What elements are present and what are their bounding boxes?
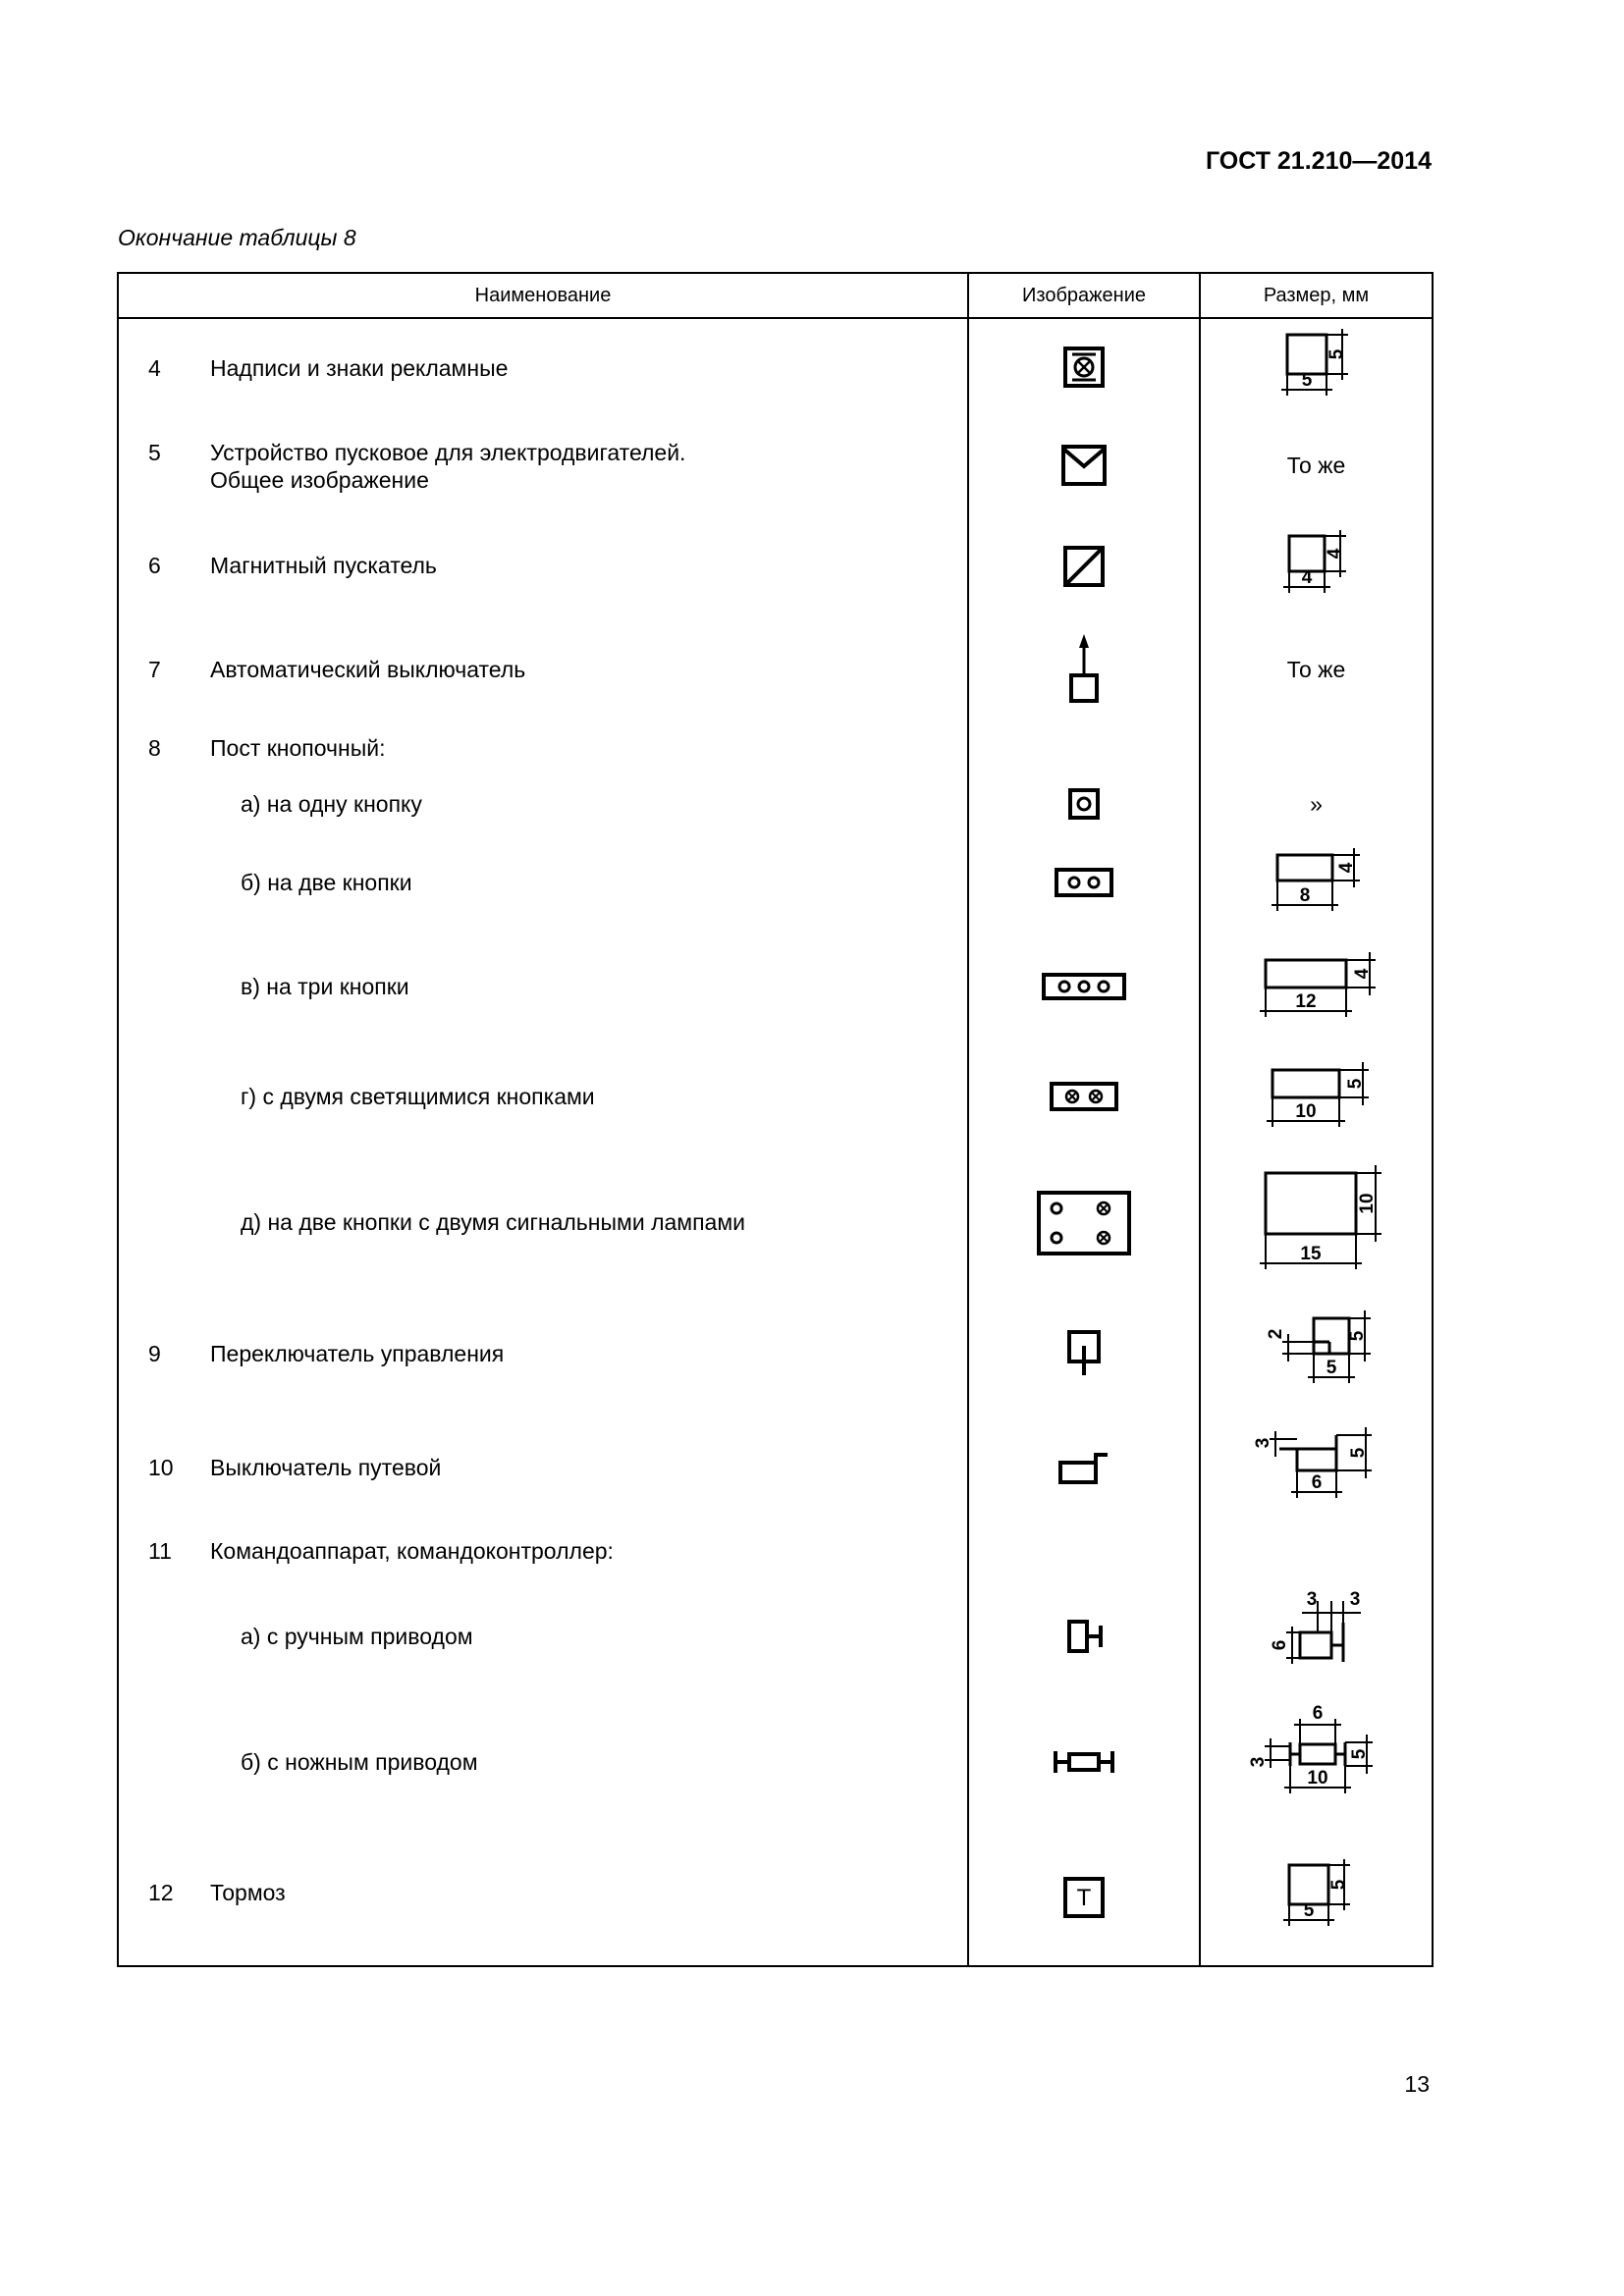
two-lit-button-station-icon [1048,1077,1120,1116]
name-cell [118,1695,968,1829]
dimension-label: 6 [1312,1703,1323,1724]
dimension-label: 4 [1335,862,1357,874]
dimension-label: 6 [1269,1639,1290,1651]
image-cell [968,1295,1200,1413]
name-cell [118,519,968,614]
name-cell [118,1522,968,1577]
dimension-drawing-square [1268,1853,1366,1942]
row-subitem: б) на две кнопки [241,870,412,895]
size-cell [1200,1151,1433,1295]
image-cell [968,1041,1200,1151]
size-cell [1200,833,1433,932]
image-cell [968,614,1200,725]
dimension-label: 10 [1306,1768,1328,1789]
row-subitem: а) с ручным приводом [241,1624,473,1649]
size-cell [1200,1522,1433,1577]
image-cell [968,725,1200,774]
dimension-label: 5 [1326,348,1347,360]
table-row [118,1695,1433,1829]
brake-icon [1059,1873,1109,1922]
limit-switch-icon [1055,1443,1113,1492]
two-button-two-lamp-station-icon [1035,1189,1133,1257]
name-cell [118,1577,968,1695]
image-cell [968,519,1200,614]
dimension-label: 3 [1252,1437,1273,1449]
row-name: Пост кнопочный: [210,735,386,761]
size-cell [1200,932,1433,1041]
name-cell [118,774,968,833]
manual-controller-icon [1059,1612,1109,1661]
row-number: 12 [148,1880,174,1905]
row-name: Тормоз [210,1880,286,1905]
dimension-drawing-complex [1253,1305,1380,1403]
dimension-label: 8 [1299,885,1310,906]
table-row [118,614,1433,725]
dimension-label: 15 [1299,1244,1322,1264]
image-cell [968,1522,1200,1577]
name-cell [118,1041,968,1151]
control-switch-icon [1059,1324,1109,1383]
row-number: 6 [148,553,161,578]
dimension-label: 5 [1303,1899,1314,1921]
dimension-label: 5 [1347,1447,1369,1459]
dimension-label: 4 [1324,548,1345,560]
size-cell [1200,774,1433,833]
image-cell [968,1413,1200,1522]
name-cell [118,323,968,411]
symbols-table [117,272,1434,1967]
dimension-label: 5 [1326,1358,1336,1378]
row-number: 8 [148,735,161,761]
motor-starter-icon [1059,441,1109,490]
table-row [118,1577,1433,1695]
foot-controller-icon [1050,1737,1118,1787]
advertising-sign-icon [1059,343,1109,392]
table-row [118,1413,1433,1522]
dimension-label: 10 [1294,1101,1317,1122]
image-cell [968,1829,1200,1966]
name-cell [118,932,968,1041]
dimension-label: 10 [1356,1193,1378,1214]
dimension-label: 4 [1351,968,1373,980]
row-subitem: а) на одну кнопку [241,791,422,817]
column-header-name: Наименование [118,273,968,318]
two-button-station-icon [1053,863,1115,902]
table-row [118,519,1433,614]
three-button-station-icon [1040,967,1128,1006]
dimension-label: 2 [1265,1328,1286,1340]
image-cell [968,774,1200,833]
row-name: Командоаппарат, командоконтроллер: [210,1538,614,1564]
page-number: 13 [1404,2071,1430,2097]
name-cell [118,833,968,932]
row-number: 4 [148,355,161,381]
table-row [118,1829,1433,1966]
dimension-label: 5 [1344,1078,1366,1090]
dimension-label: 3 [1306,1589,1317,1610]
table-header-row [118,273,1433,318]
row-name: Выключатель путевой [210,1455,442,1480]
dimension-drawing-complex [1248,1423,1385,1512]
size-cell [1200,1295,1433,1413]
dimension-drawing-complex [1243,1703,1390,1821]
row-name: Магнитный пускатель [210,553,437,578]
dimension-drawing-rect [1258,838,1376,927]
name-cell [118,1295,968,1413]
row-name-line2: Общее изображение [210,467,429,493]
dimension-label: 3 [1247,1756,1269,1768]
dimension-label: 12 [1294,991,1317,1012]
table-row [118,1041,1433,1151]
size-text: » [1310,790,1323,817]
dimension-drawing-square [1268,323,1366,411]
dimension-drawing-square [1268,522,1366,611]
size-text: То же [1286,656,1346,682]
dimension-label: 5 [1348,1748,1370,1760]
dimension-drawing-rect [1253,1052,1380,1141]
name-cell [118,725,968,774]
brake-letter: Т [1076,1884,1092,1911]
size-cell [1200,1695,1433,1829]
image-cell [968,1151,1200,1295]
row-name: Автоматический выключатель [210,657,526,682]
size-cell [1200,1413,1433,1522]
row-name: Переключатель управления [210,1341,505,1366]
size-text: То же [1286,452,1346,478]
row-number: 5 [148,440,161,465]
column-header-image: Изображение [968,273,1200,318]
name-cell [118,411,968,519]
size-cell [1200,1041,1433,1151]
row-number: 7 [148,657,161,682]
table-row [118,1151,1433,1295]
dimension-drawing-rect [1248,1159,1385,1287]
table-row [118,833,1433,932]
dimension-label: 4 [1301,567,1312,588]
size-cell [1200,411,1433,519]
name-cell [118,1829,968,1966]
image-cell [968,323,1200,411]
size-cell [1200,1829,1433,1966]
table-row [118,1295,1433,1413]
dimension-drawing-complex [1253,1587,1380,1685]
one-button-station-icon [1064,784,1104,824]
dimension-drawing-rect [1248,942,1385,1031]
image-cell [968,833,1200,932]
table-row [118,411,1433,519]
table-row [118,774,1433,833]
size-cell [1200,614,1433,725]
image-cell [968,1695,1200,1829]
size-cell [1200,323,1433,411]
row-number: 10 [148,1455,174,1480]
name-cell [118,1151,968,1295]
row-number: 9 [148,1341,161,1366]
size-cell [1200,519,1433,614]
image-cell [968,411,1200,519]
name-cell [118,1413,968,1522]
document-code: ГОСТ 21.210—2014 [1205,147,1432,175]
name-cell [118,614,968,725]
image-cell [968,1577,1200,1695]
row-name: Устройство пусковое для электродвигателей. [210,440,686,465]
row-subitem: б) с ножным приводом [241,1749,478,1775]
table-row [118,932,1433,1041]
table-caption: Окончание таблицы 8 [118,225,356,250]
magnetic-starter-icon [1059,542,1109,591]
table-row [118,725,1433,774]
table-row [118,323,1433,411]
row-number: 11 [148,1538,172,1564]
dimension-label: 5 [1346,1330,1368,1342]
row-subitem: д) на две кнопки с двумя сигнальными лампами [241,1209,745,1235]
column-header-size: Размер, мм [1200,273,1433,318]
dimension-label: 3 [1349,1589,1360,1610]
size-cell [1200,725,1433,774]
image-cell [968,932,1200,1041]
dimension-label: 5 [1301,370,1312,391]
dimension-label: 5 [1327,1879,1349,1890]
row-name: Надписи и знаки рекламные [210,355,509,381]
row-subitem: г) с двумя светящимися кнопками [241,1084,595,1109]
size-cell [1200,1577,1433,1695]
circuit-breaker-icon [1059,632,1109,707]
row-subitem: в) на три кнопки [241,974,409,999]
dimension-label: 6 [1311,1472,1322,1493]
table-row [118,1522,1433,1577]
